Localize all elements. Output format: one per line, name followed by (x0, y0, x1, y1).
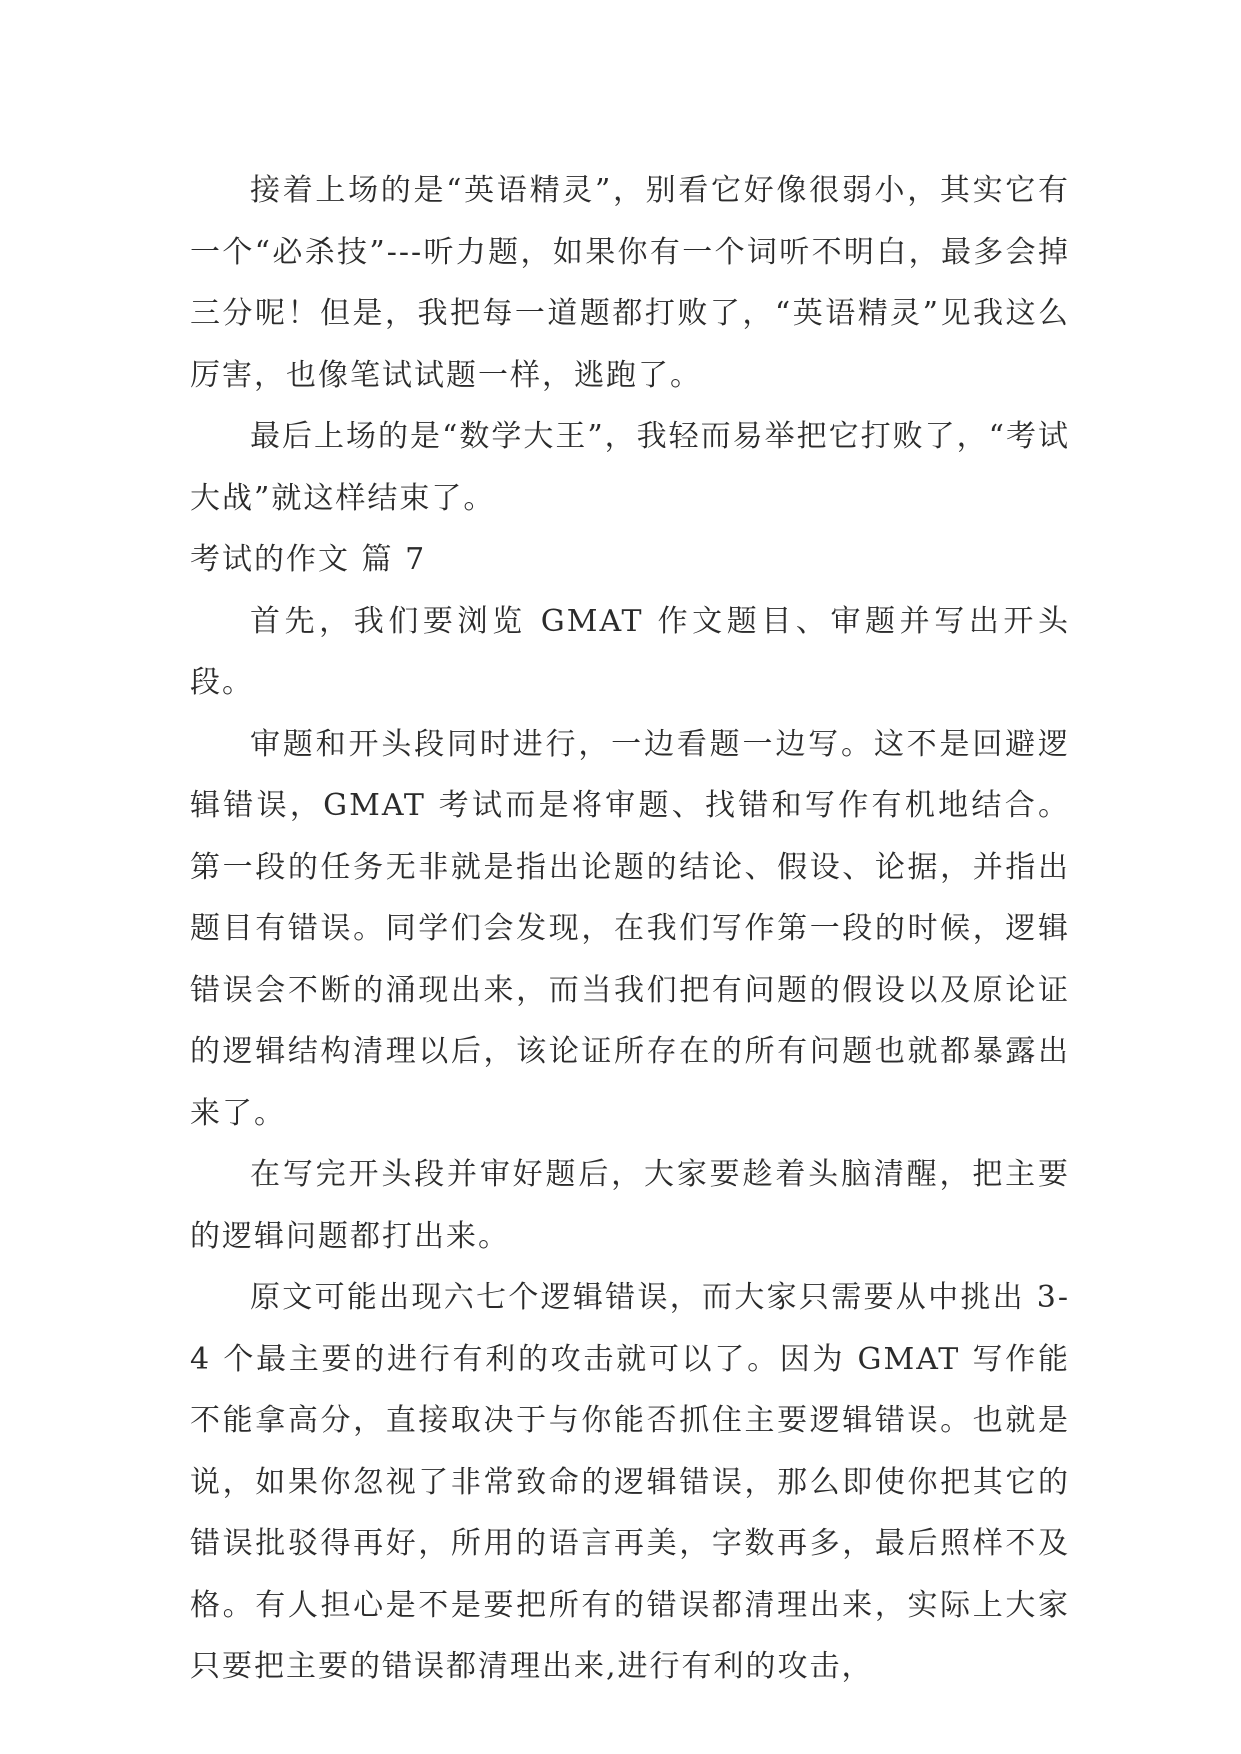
paragraph-logic-errors: 原文可能出现六七个逻辑错误，而大家只需要从中挑出 3-4 个最主要的进行有利的攻击就可以了。因为 GMAT 写作能不能拿高分，直接取决于与你能否抓住主要逻辑错误。也就是说，如果你忽视了非常致命的逻辑错误，那么即使你把其它的错误批驳得再好，所用的语言再美，字数再多，最后照样不及格。有人担心是不是要把所有的错误都清理出来，实际上大家只要把主要的错误都清理出来,进行有利的攻击， (190, 1280, 1070, 1684)
document-body (190, 160, 1070, 1698)
paragraph-review-opening: 审题和开头段同时进行，一边看题一边写。这不是回避逻辑错误，GMAT 考试而是将审题、找错和写作有机地结合。第一段的任务无非就是指出论题的结论、假设、论据，并指出题目有错误。同学们会发现，在我们写作第一段的时候，逻辑错误会不断的涌现出来，而当我们把有问题的假设以及原论证的逻辑结构清理以后，该论证所存在的所有问题也就都暴露出来了。 (190, 726, 1070, 1131)
paragraph-browse-topic: 首先，我们要浏览 GMAT 作文题目、审题并写出开头段。 (190, 603, 1070, 700)
paragraph-main-problems: 在写完开头段并审好题后，大家要趁着头脑清醒，把主要的逻辑问题都打出来。 (190, 1157, 1070, 1254)
section-heading: 考试的作文 篇 7 (190, 542, 427, 577)
paragraph-english-spirit: 接着上场的是“英语精灵”，别看它好像很弱小，其实它有一个“必杀技”---听力题，如果你有一个词听不明白，最多会掉三分呢！但是，我把每一道题都打败了，“英语精灵”见我这么厉害，也像笔试试题一样，逃跑了。 (190, 173, 1070, 393)
paragraph-math-king: 最后上场的是“数学大王”，我轻而易举把它打败了，“考试大战”就这样结束了。 (190, 419, 1071, 516)
